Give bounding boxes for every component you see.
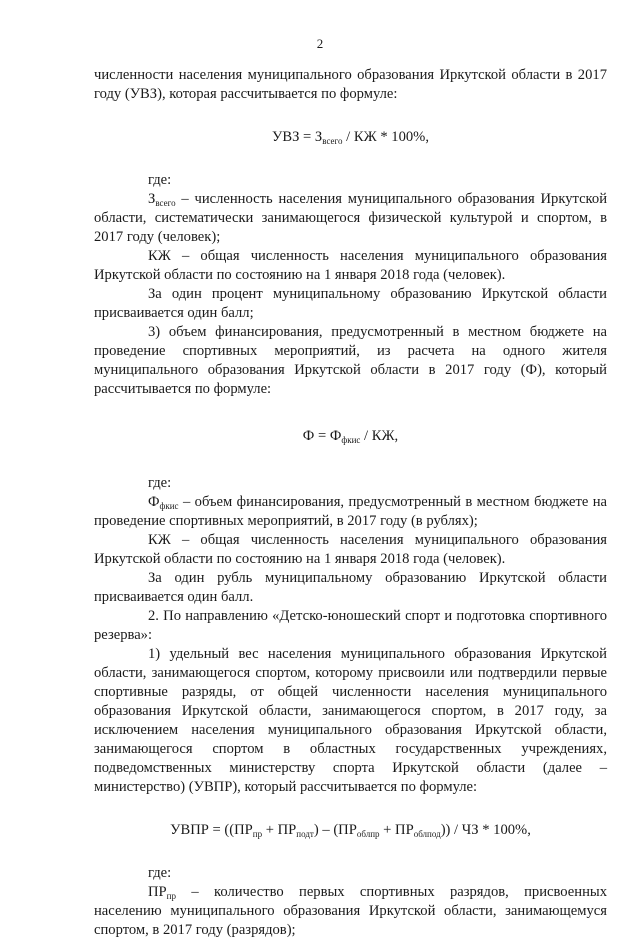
document-body [94,66,607,940]
where-label: где: [148,172,172,188]
paragraph-item-3: 3) объем финансирования, предусмотренный в местном бюджете на проведение спортивных мероприятий, из расчета на одного жителя муниципального образования Иркутской области в 2017 году (Ф), который рассчитывается по формуле: [94,324,607,397]
paragraph-intro: численности населения муниципального образования Иркутской области в 2017 году (УВЗ), которая рассчитывается по формуле: [94,67,607,102]
definition-pr-pr: $ПР_{пр}$ – количество первых спортивных разрядов, присвоенных населению муниципального образования Иркутской области, занимающемуся спортом, в 2017 году (разрядов); [94,884,607,938]
paragraph-section-2: 2. По направлению «Детско-юношеский спорт и подготовка спортивного резерва»: [94,608,607,643]
definition-kzh: КЖ – общая численность населения муниципального образования Иркутской области по состоянию на 1 января 2018 года (человек). [94,248,607,283]
definition-f-fkis: $Ф_{фкис}$ – объем финансирования, предусмотренный в местном бюджете на проведение спортивных мероприятий, в 2017 году (в рублях); [94,494,607,529]
formula-uvpr: УВПР = $((ПР_{пр} + ПР_{подт}) - (ПР_{облпр} + ПР_{облпод}))$ / ЧЗ * 100%, [170,822,531,839]
paragraph-score-ruble: За один рубль муниципальному образованию Иркутской области присваивается один балл. [94,570,607,605]
paragraph-item-1: 1) удельный вес населения муниципального образования Иркутской области, занимающегося спортом, которому присвоили или подтвердили первые спортивные разряды, от общей численности населения муниципального образования Иркутской области, занимающегося спортом, в 2017 году, за исключением населения муниципального образования Иркутской области, занимающегося спортом в областных государственных учреждениях, подведомственных министерству спорта Иркутской области (далее – министерство) (УВПР), который рассчитывается по формуле: [94,646,607,795]
definition-kzh: КЖ – общая численность населения муниципального образования Иркутской области по состоянию на 1 января 2018 года (человек). [94,532,607,567]
paragraph-score-percent: За один процент муниципальному образованию Иркутской области присваивается один балл; [94,286,607,321]
page-number: 2 [316,36,324,51]
where-label: где: [148,475,172,491]
definition-z-total: $З_{всего}$ – численность населения муниципального образования Иркутской области, систематически занимающегося физической культурой и спортом, в 2017 году (человек); [94,191,607,245]
where-label: где: [148,865,172,881]
formula-uvz: УВЗ = $З_{всего}$ / КЖ * 100%, [272,129,429,146]
formula-f: $Ф = Ф_{фкис}$ / КЖ, [302,428,399,445]
